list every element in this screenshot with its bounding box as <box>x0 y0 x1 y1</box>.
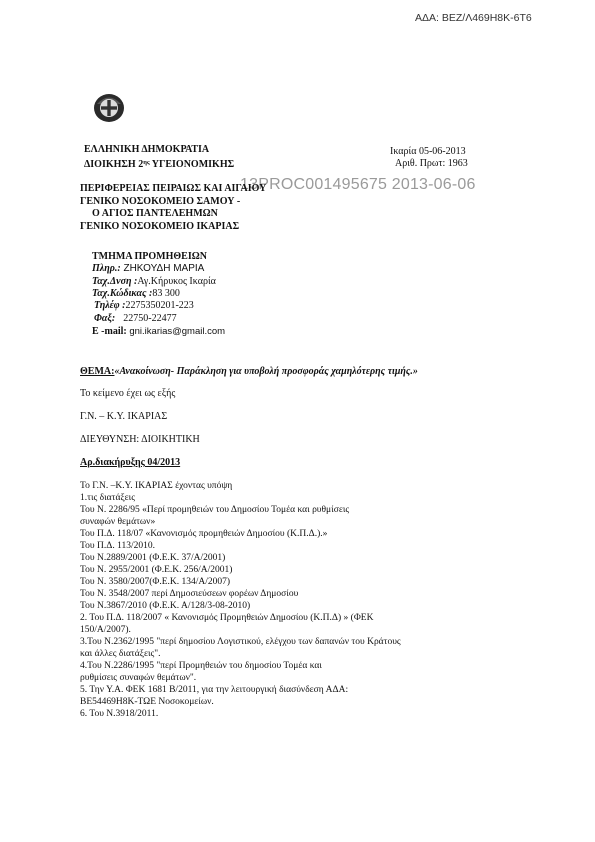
body-line: Του Ν.3867/2010 (Φ.Ε.Κ. Α/128/3-08-2010) <box>80 601 251 611</box>
protocol-watermark: 13PROC001495675 2013-06-06 <box>240 176 476 193</box>
info-value: ΖΗΚΟΥΔΗ ΜΑΡΙΑ <box>120 263 205 274</box>
body-line: 1.τις διατάξεις <box>80 493 135 503</box>
protocol-number: Αριθ. Πρωτ: 1963 <box>395 158 468 169</box>
body-line: Του Ν. 3548/2007 περί Δημοσιεύσεων φορέων Δημοσίου <box>80 589 299 599</box>
body-line: και άλλες διατάξεις". <box>80 649 161 659</box>
body-line: Του Ν.2889/2001 (Φ.Ε.Κ. 37/Α/2001) <box>80 553 226 563</box>
body-line: 3.Του Ν.2362/1995 "περί δημοσίου Λογιστικού, ελέγχου των δαπανών του Κράτους <box>80 637 401 647</box>
ada-code: ΑΔΑ: ΒΕΖ/Λ469Η8Κ-6Τ6 <box>415 12 532 24</box>
declaration-number: Αρ.διακήρυξης 04/2013 <box>80 457 181 468</box>
hospital-line-3: ΓΕΝΙΚΟ ΝΟΣΟΚΟΜΕΙΟ ΙΚΑΡΙΑΣ <box>80 221 240 232</box>
body-line: ΒΕ54469Η8Κ-ΤΩΕ Νοσοκομείων. <box>80 697 214 707</box>
hospital-line-1: ΓΕΝΙΚΟ ΝΟΣΟΚΟΜΕΙΟ ΣΑΜΟΥ - <box>80 196 241 207</box>
postal-value: 83 300 <box>152 288 180 299</box>
fax-value: 22750-22477 <box>123 313 177 324</box>
department-name: ΤΜΗΜΑ ΠΡΟΜΗΘΕΙΩΝ <box>92 251 207 262</box>
address-line <box>92 276 216 288</box>
body-line: Του Ν. 3580/2007(Φ.Ε.Κ. 134/Α/2007) <box>80 577 231 587</box>
intro-text: Το κείμενο έχει ως εξής <box>80 388 176 399</box>
greek-coat-of-arms-icon <box>92 90 126 124</box>
phone-value: 2275350201-223 <box>125 300 194 311</box>
address-value: Αγ.Κήρυκος Ικαρία <box>137 276 216 287</box>
phone-label: Τηλέφ : <box>94 300 126 311</box>
directorate-superscript: ης <box>143 159 150 166</box>
body-line: Του Ν. 2286/95 «Περί προμηθειών του Δημοσίου Τομέα και ρυθμίσεις <box>80 505 350 515</box>
email-line <box>92 326 225 338</box>
fax-label: Φαξ: <box>94 313 116 324</box>
direction-name: ΔΙΕΥΘΥΝΣΗ: ΔΙΟΙΚΗΤΙΚΗ <box>80 434 200 445</box>
body-line: Του Ν. 2955/2001 (Φ.Ε.Κ. 256/Α/2001) <box>80 565 233 575</box>
body-line: Του Π.Δ. 113/2010. <box>80 541 155 551</box>
address-label: Ταχ.Δνση : <box>92 276 138 287</box>
body-line: 150/Α/2007). <box>80 625 131 635</box>
directorate-prefix: ΔΙΟΙΚΗΣΗ 2 <box>84 159 144 170</box>
hospital-line-2: Ο ΑΓΙΟΣ ΠΑΝΤΕΛΕΗΜΩΝ <box>92 208 218 219</box>
body-line: 6. Του Ν.3918/2011. <box>80 709 159 719</box>
postal-line <box>92 288 180 300</box>
region-name: ΠΕΡΙΦΕΡΕΙΑΣ ΠΕΙΡΑΙΩΣ ΚΑΙ ΑΙΓΑΙΟΥ <box>80 183 267 194</box>
body-line: 4.Του Ν.2286/1995 "περί Προμηθειών του δημοσίου Τομέα και <box>80 661 322 671</box>
phone-line <box>94 300 194 312</box>
body-line: 5. Την Υ.Α. ΦΕΚ 1681 Β/2011, για την λειτουργική διασύνδεση ΑΔΑ: <box>80 685 349 695</box>
postal-label: Ταχ.Κώδικας : <box>92 288 153 299</box>
subject-text: «Ανακοίνωση- Παράκληση για υποβολή προσφοράς χαμηλότερης τιμής.» <box>114 366 418 377</box>
body-line: συναφών θεμάτων» <box>80 517 156 527</box>
body-line: 2. Του Π.Δ. 118/2007 « Κανονισμός Προμηθειών Δημοσίου (Κ.Π.Δ) » (ΦΕΚ <box>80 613 374 623</box>
info-line <box>92 263 204 275</box>
body-line: Το Γ.Ν. –Κ.Υ. ΙΚΑΡΙΑΣ έχοντας υπόψη <box>80 481 233 491</box>
directorate-line <box>84 157 234 171</box>
organization-name: Γ.Ν. – Κ.Υ. ΙΚΑΡΙΑΣ <box>80 411 168 422</box>
directorate-suffix: ΥΓΕΙΟΝΟΜΙΚΗΣ <box>149 159 235 170</box>
body-line: Του Π.Δ. 118/07 «Κανονισμός προμηθειών Δημοσίου (Κ.Π.Δ.).» <box>80 529 328 539</box>
subject-label: ΘΕΜΑ: <box>80 366 115 377</box>
country-name: ΕΛΛΗΝΙΚΗ ΔΗΜΟΚΡΑΤΙΑ <box>84 144 210 155</box>
email-value[interactable]: gni.ikarias@gmail.com <box>126 326 226 337</box>
place-date: Ικαρία 05-06-2013 <box>390 146 466 157</box>
fax-line <box>94 313 177 325</box>
subject-line <box>80 366 418 378</box>
email-label: E -mail: <box>92 326 127 337</box>
info-label: Πληρ.: <box>92 263 121 274</box>
body-line: ρυθμίσεις συναφών θεμάτων". <box>80 673 197 683</box>
